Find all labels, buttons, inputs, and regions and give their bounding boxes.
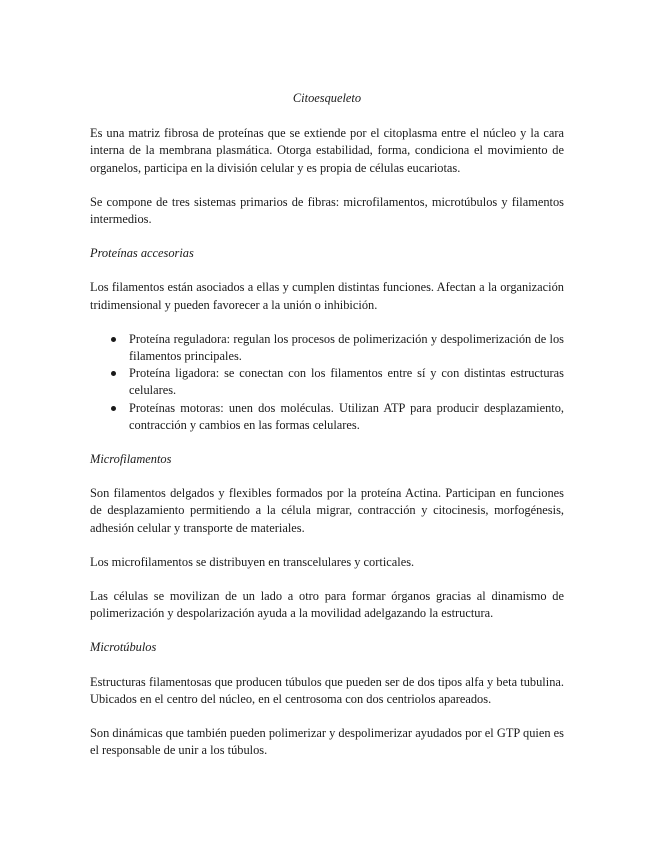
microfilamentos-paragraph-3: Las células se movilizan de un lado a otro para formar órganos gracias al dinamismo de polimerización y despolarización ayuda a la movilidad adelgazando la estructura.	[90, 589, 564, 621]
bullet-icon	[111, 406, 116, 411]
bullet-item-ligadora	[90, 365, 564, 399]
proteinas-bullet-list	[90, 331, 564, 434]
bullet-icon	[111, 371, 116, 376]
microfilamentos-paragraph-1: Son filamentos delgados y flexibles formados por la proteína Actina. Participan en funciones de desplazamiento permitiendo a la célula migrar, contracción y citocinesis, morfogénesis, adhesión celular y transporte de materiales.	[90, 486, 564, 535]
bullet-text: Proteínas motoras: unen dos moléculas. Utilizan ATP para producir desplazamiento, contracción y cambios en las formas celulares.	[129, 400, 564, 432]
section-heading-microfilamentos: Microfilamentos	[90, 452, 172, 467]
document-content	[90, 90, 564, 776]
bullet-item-reguladora	[90, 331, 564, 365]
microtubulos-paragraph-1: Estructuras filamentosas que producen túbulos que pueden ser de dos tipos alfa y beta tubulina. Ubicados en el centro del núcleo, en el centrosoma con dos centriolos apareados.	[90, 674, 564, 706]
bullet-text: Proteína reguladora: regulan los procesos de polimerización y despolimerización de los filamentos principales.	[129, 331, 564, 364]
document-title: Citoesqueleto	[292, 91, 362, 105]
intro-paragraph-2: Se compone de tres sistemas primarios de fibras: microfilamentos, microtúbulos y filamentos intermedios.	[90, 194, 564, 227]
bullet-item-motoras	[90, 400, 564, 434]
bullet-icon	[111, 337, 116, 342]
intro-paragraph-1: Es una matriz fibrosa de proteínas que se extiende por el citoplasma entre el núcleo y la cara interna de la membrana plasmática. Otorga estabilidad, forma, condiciona el movimiento de organelos, participa en la división celular y es propia de células eucariotas.	[90, 126, 564, 175]
microtubulos-paragraph-2: Son dinámicas que también pueden polimerizar y despolimerizar ayudados por el GTP quien es el responsable de unir a los túbulos.	[90, 726, 564, 758]
section-heading-microtubulos: Microtúbulos	[90, 640, 157, 655]
proteinas-paragraph: Los filamentos están asociados a ellas y cumplen distintas funciones. Afectan a la organización tridimensional y pueden favorecer a la unión o inhibición.	[90, 280, 564, 312]
section-heading-proteinas-accesorias: Proteínas accesorias	[90, 246, 194, 261]
bullet-text: Proteína ligadora: se conectan con los filamentos entre sí y con distintas estructuras celulares.	[129, 366, 564, 398]
microfilamentos-paragraph-2: Los microfilamentos se distribuyen en transcelulares y corticales.	[90, 554, 415, 569]
